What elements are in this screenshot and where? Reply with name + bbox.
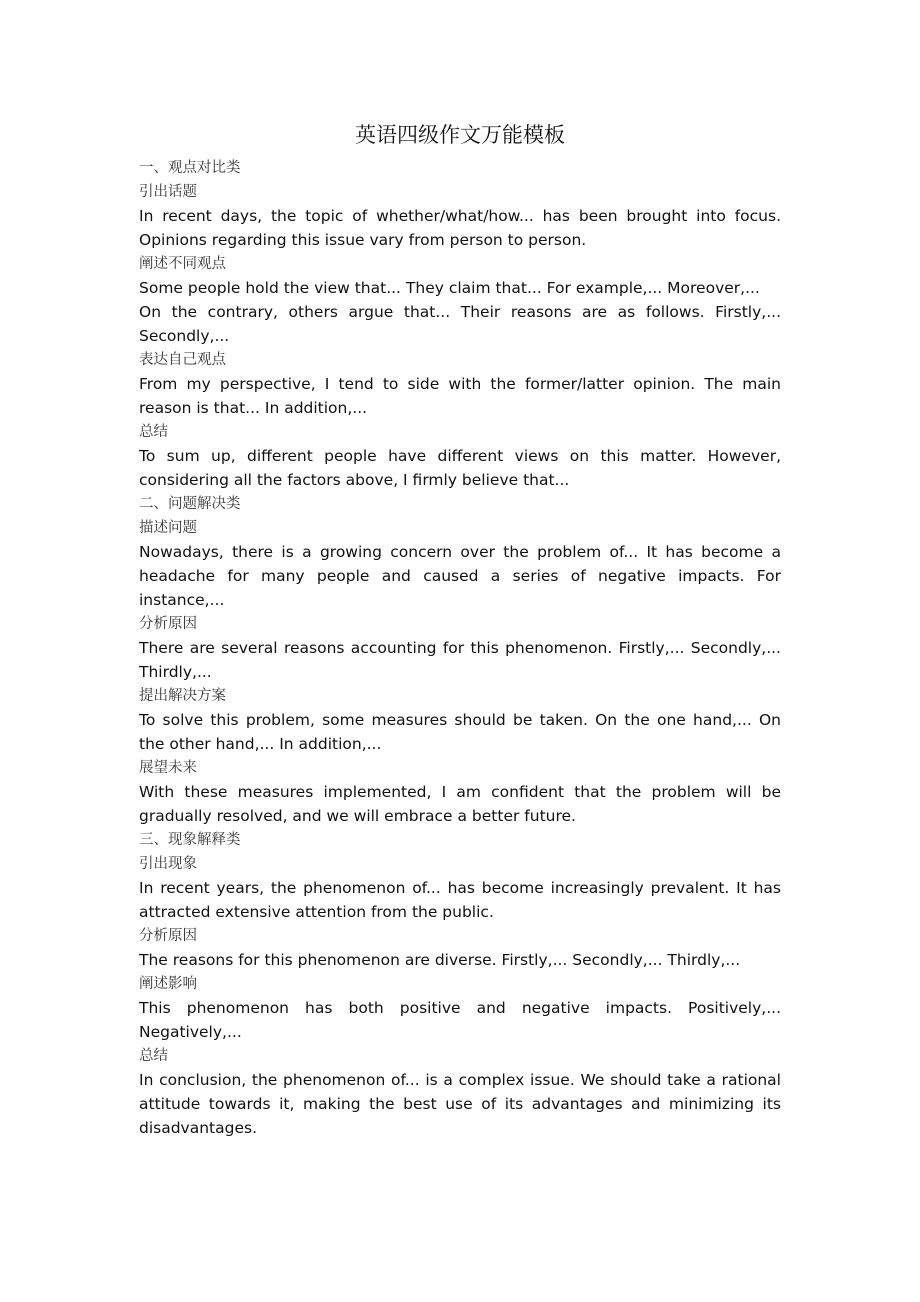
sub-heading: 分析原因 [139,928,197,944]
paragraph: Some people hold the view that... They claim that... For example,... Moreover,... [139,279,760,297]
sub-heading: 阐述影响 [139,976,197,992]
sub-heading: 总结 [139,424,168,440]
section-heading: 三、现象解释类 [139,832,241,848]
paragraph: This phenomenon has both positive and negative impacts. Positively,... Negatively,... [139,999,781,1041]
paragraph: There are several reasons accounting for this phenomenon. Firstly,... Secondly,... Thirdly,... [139,639,781,681]
paragraph: In conclusion, the phenomenon of... is a complex issue. We should take a rational attitude towards it, making the best use of its advantages and minimizing its disadvantages. [139,1071,781,1137]
paragraph: The reasons for this phenomenon are diverse. Firstly,... Secondly,... Thirdly,... [139,951,741,969]
sub-heading: 引出话题 [139,184,197,200]
sub-heading: 表达自己观点 [139,352,226,368]
sub-heading: 描述问题 [139,520,197,536]
paragraph: From my perspective, I tend to side with the former/latter opinion. The main reason is that... In addition,... [139,375,781,417]
section-phenomenon-explanation [139,828,781,1140]
paragraph: In recent days, the topic of whether/what/how... has been brought into focus. Opinions regarding this issue vary from person to person. [139,207,781,249]
section-problem-solution [139,492,781,828]
document-page [139,118,781,1140]
section-heading: 二、问题解决类 [139,496,241,512]
section-opinion-contrast [139,156,781,492]
section-heading: 一、观点对比类 [139,160,241,176]
sub-heading: 总结 [139,1048,168,1064]
sub-heading: 阐述不同观点 [139,256,226,272]
paragraph: To solve this problem, some measures should be taken. On the one hand,... On the other hand,... In addition,... [139,711,781,753]
paragraph: To sum up, different people have different views on this matter. However, considering all the factors above, I firmly believe that... [139,447,781,489]
paragraph: On the contrary, others argue that... Their reasons are as follows. Firstly,... Secondly,... [139,303,781,345]
sub-heading: 分析原因 [139,616,197,632]
sub-heading: 展望未来 [139,760,197,776]
document-title: 英语四级作文万能模板 [355,123,565,147]
paragraph: Nowadays, there is a growing concern over the problem of... It has become a headache for many people and caused a series of negative impacts. For instance,... [139,543,781,609]
sub-heading: 提出解决方案 [139,688,226,704]
paragraph: In recent years, the phenomenon of... has become increasingly prevalent. It has attracted extensive attention from the public. [139,879,781,921]
paragraph: With these measures implemented, I am confident that the problem will be gradually resolved, and we will embrace a better future. [139,783,781,825]
sub-heading: 引出现象 [139,856,197,872]
